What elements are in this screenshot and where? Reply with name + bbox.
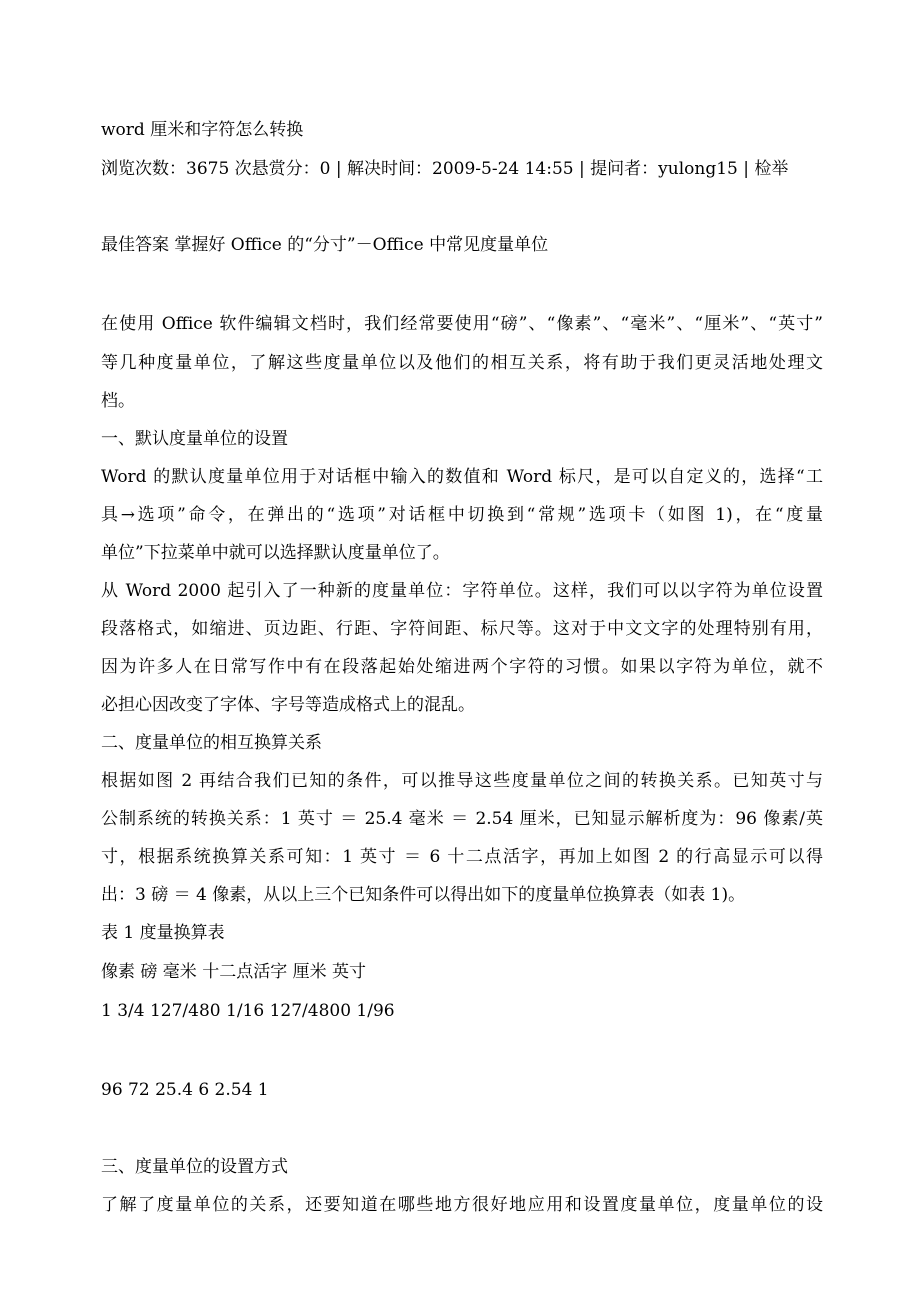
intro-line-3: 档。	[101, 391, 135, 411]
section3-heading: 三、度量单位的设置方式	[101, 1157, 288, 1177]
question-meta-line: 浏览次数：3675 次悬赏分：0 | 解决时间：2009-5-24 14:55 | 提问者：yulong15 | 检举	[101, 159, 789, 179]
section1-p1-line-1: Word 的默认度量单位用于对话框中输入的数值和 Word 标尺，是可以自定义的，选择“工	[101, 467, 823, 487]
table-header-row: 像素 磅 毫米 十二点活字 厘米 英寸	[101, 962, 367, 982]
section1-p2-line-2: 段落格式，如缩进、页边距、行距、字符间距、标尺等。这对于中文文字的处理特别有用，	[101, 619, 823, 639]
section2-p1-line-4: 出：3 磅 ＝ 4 像素，从以上三个已知条件可以得出如下的度量单位换算表（如表 1)。	[101, 885, 746, 905]
section1-p1-line-2: 具→选项”命令，在弹出的“选项”对话框中切换到“常规”选项卡（如图 1)，在“度量	[101, 505, 823, 525]
intro-line-2: 等几种度量单位，了解这些度量单位以及他们的相互关系，将有助于我们更灵活地处理文	[101, 353, 823, 373]
table-caption: 表 1 度量换算表	[101, 923, 225, 943]
section2-p1-line-1: 根据如图 2 再结合我们已知的条件，可以推导这些度量单位之间的转换关系。已知英寸与	[101, 771, 823, 791]
section2-p1-line-2: 公制系统的转换关系：1 英寸 ＝ 25.4 毫米 ＝ 2.54 厘米，已知显示解析度为：96 像素/英	[101, 809, 823, 829]
table-row-2: 96 72 25.4 6 2.54 1	[101, 1080, 269, 1100]
best-answer-heading: 最佳答案 掌握好 Office 的“分寸”－Office 中常见度量单位	[101, 235, 549, 255]
section1-p2-line-1: 从 Word 2000 起引入了一种新的度量单位：字符单位。这样，我们可以以字符为单位设置	[101, 581, 823, 601]
section1-p1-line-3: 单位”下拉菜单中就可以选择默认度量单位了。	[101, 543, 450, 563]
section2-heading: 二、度量单位的相互换算关系	[101, 733, 322, 753]
section3-p1-line-1: 了解了度量单位的关系，还要知道在哪些地方很好地应用和设置度量单位，度量单位的设	[101, 1195, 823, 1215]
table-row-1: 1 3/4 127/480 1/16 127/4800 1/96	[101, 1001, 395, 1021]
document-title: word 厘米和字符怎么转换	[101, 120, 304, 140]
section2-p1-line-3: 寸，根据系统换算关系可知：1 英寸 ＝ 6 十二点活字，再加上如图 2 的行高显示可以得	[101, 847, 823, 867]
section1-p2-line-4: 必担心因改变了字体、字号等造成格式上的混乱。	[101, 695, 475, 715]
intro-line-1: 在使用 Office 软件编辑文档时，我们经常要使用“磅”、“像素”、“毫米”、“厘米”、“英寸”	[101, 314, 823, 334]
section1-heading: 一、默认度量单位的设置	[101, 429, 288, 449]
section1-p2-line-3: 因为许多人在日常写作中有在段落起始处缩进两个字符的习惯。如果以字符为单位，就不	[101, 657, 823, 677]
